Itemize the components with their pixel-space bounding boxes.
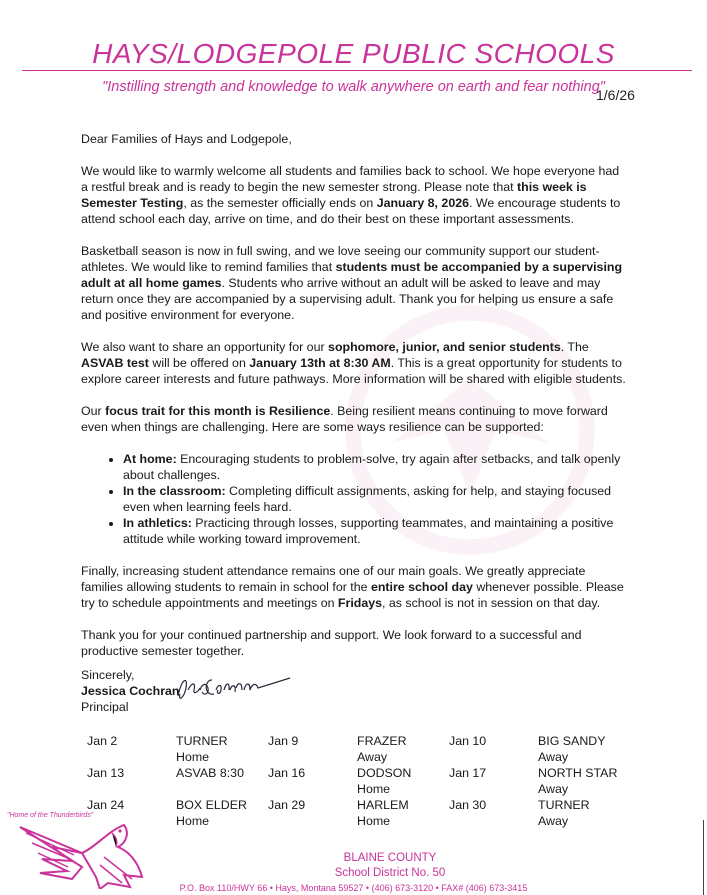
district-address: P.O. Box 110/HWY 66 • Hays, Montana 59527 • (406) 673-3120 • FAX# (406) 673-3415 [179, 883, 528, 893]
school-name-heading: HAYS/LODGEPOLE PUBLIC SCHOOLS [92, 38, 615, 69]
resilience-list [81, 451, 626, 547]
signer-name: Jessica Cochran [81, 684, 180, 698]
schedule-date: Jan 9 [268, 734, 299, 748]
thunderbird-tagline: "Home of the Thunderbirds" [7, 812, 94, 819]
district-line-2: School District No. 50 [334, 867, 446, 879]
letter-date: 1/6/26 [596, 87, 635, 103]
table-row [87, 765, 628, 797]
schedule-table [87, 733, 628, 829]
table-row [87, 797, 628, 829]
district-name [270, 851, 510, 881]
handwritten-signature-icon [174, 668, 294, 708]
table-row [87, 733, 628, 765]
schedule-event: NORTH STAR Away [538, 766, 618, 796]
greeting: Dear Families of Hays and Lodgepole, [81, 132, 292, 146]
paragraph-asvab: We also want to share an opportunity for our sophomore, junior, and senior students. The ASVAB test will be offered on January 13th at 8:30 AM. This is a great opportunity for students to explore career interests and future pathways. More information will be shared with eligible students. [81, 340, 626, 386]
header-divider [22, 70, 692, 71]
schedule-event: ASVAB 8:30 [176, 766, 244, 780]
paragraph-resilience: Our focus trait for this month is Resilience. Being resilient means continuing to move forward even when things are challenging. Here are some ways resilience can be supported: [81, 404, 608, 434]
list-item: • In the classroom: Completing difficult assignments, asking for help, and staying focused even when learning feels hard. [123, 483, 626, 515]
district-line-1: BLAINE COUNTY [343, 852, 437, 864]
schedule-event: TURNER Home [176, 734, 228, 764]
schedule-date: Jan 29 [268, 798, 306, 812]
schedule-event: BIG SANDY Away [538, 734, 606, 764]
thunderbird-logo-icon [12, 817, 162, 889]
schedule-date: Jan 17 [449, 766, 487, 780]
list-item: • At home: Encouraging students to problem-solve, try again after setbacks, and talk openly about challenges. [123, 451, 626, 483]
schedule-date: Jan 16 [268, 766, 306, 780]
signature-block [81, 667, 180, 715]
paragraph-thanks: Thank you for your continued partnership and support. We look forward to a successful and productive semester together. [81, 628, 582, 658]
paragraph-semester-testing: We would like to warmly welcome all students and families back to school. We hope everyone had a restful break and is ready to begin the new semester strong. Please note that this week is Semester Testing, as the semester officially ends on January 8, 2026. We encourage students to attend school each day, arrive on time, and do their best on these important assessments. [81, 164, 621, 226]
closing: Sincerely, [81, 668, 135, 682]
school-motto: "Instilling strength and knowledge to walk anywhere on earth and fear nothing" [102, 79, 605, 95]
letter-body [81, 131, 626, 675]
schedule-date: Jan 10 [449, 734, 487, 748]
list-item: • In athletics: Practicing through losses, supporting teammates, and maintaining a positive attitude while working toward improvement. [123, 515, 626, 547]
schedule-date: Jan 24 [87, 798, 125, 812]
schedule-event: DODSON Home [357, 766, 412, 796]
page-edge-divider [703, 820, 704, 895]
schedule-event: FRAZER Away [357, 734, 407, 764]
signer-title: Principal [81, 700, 129, 714]
paragraph-attendance: Finally, increasing student attendance remains one of our main goals. We greatly appreciate families allowing students to remain in school for the entire school day whenever possible. Please try to schedule appointments and meetings on Fridays, as school is not in session on that day. [81, 564, 624, 610]
schedule-date: Jan 13 [87, 766, 125, 780]
paragraph-basketball: Basketball season is now in full swing, and we love seeing our community support our student-athletes. We would like to remind families that students must be accompanied by a supervising adult at all home games. Students who arrive without an adult will be asked to leave and may return once they are accompanied by a supervising adult. Thank you for helping us ensure a safe and positive environment for everyone. [81, 244, 623, 322]
schedule-date: Jan 2 [87, 734, 118, 748]
schedule-event: BOX ELDER Home [176, 798, 247, 828]
schedule-event: TURNER Away [538, 798, 590, 828]
schedule-event: HARLEM Home [357, 798, 409, 828]
schedule-date: Jan 30 [449, 798, 487, 812]
